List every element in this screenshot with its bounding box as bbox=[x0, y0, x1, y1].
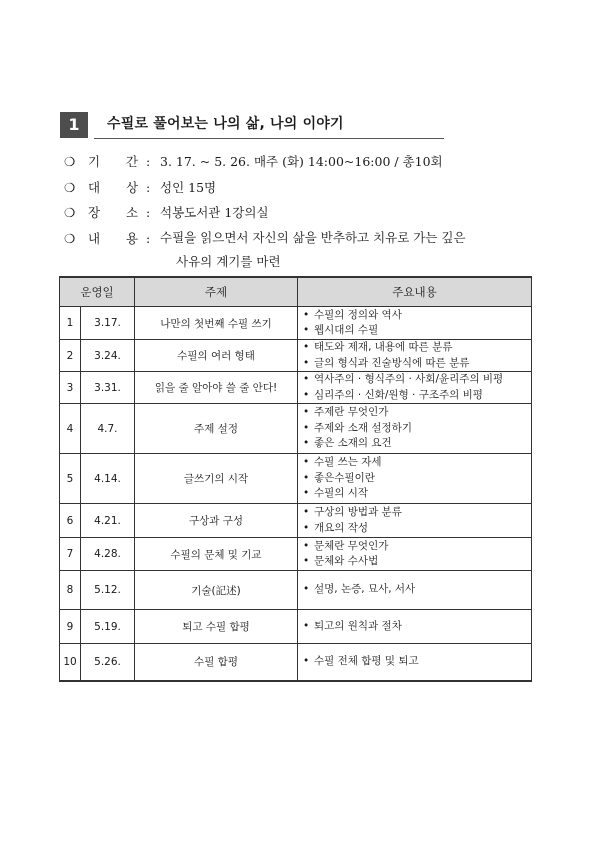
table-body bbox=[60, 307, 532, 681]
title-underline bbox=[94, 138, 444, 139]
schedule-table bbox=[59, 276, 532, 682]
list-item: • 구상의 방법과 분류 bbox=[302, 505, 531, 521]
row-topic: 글쓰기의 시작 bbox=[135, 454, 298, 504]
row-number: 9 bbox=[60, 610, 81, 644]
list-item: • 수필 쓰는 자세 bbox=[302, 455, 531, 471]
list-item: • 주제란 무엇인가 bbox=[302, 405, 531, 421]
list-item: • 수필 전체 합평 및 퇴고 bbox=[302, 654, 531, 670]
list-item: • 수필의 시작 bbox=[302, 486, 531, 502]
row-topic: 나만의 첫번째 수필 쓰기 bbox=[135, 307, 298, 340]
row-number: 10 bbox=[60, 644, 81, 681]
list-item: • 문체와 수사법 bbox=[302, 554, 531, 570]
row-number: 4 bbox=[60, 404, 81, 454]
row-content bbox=[298, 610, 532, 644]
section-title: 수필로 풀어보는 나의 삶, 나의 이야기 bbox=[107, 116, 344, 132]
info-label-char2: 간 bbox=[126, 154, 139, 169]
row-date: 5.26. bbox=[81, 644, 135, 681]
circle-bullet-icon: ❍ bbox=[64, 154, 76, 169]
list-item: • 설명, 논증, 묘사, 서사 bbox=[302, 582, 531, 598]
info-value bbox=[160, 226, 540, 274]
list-item: • 역사주의 · 형식주의 · 사회/윤리주의 비평 bbox=[302, 372, 531, 388]
info-row-target bbox=[64, 175, 544, 201]
list-item: • 주제와 소재 설정하기 bbox=[302, 421, 531, 437]
info-row-content bbox=[64, 226, 544, 274]
colon: : bbox=[146, 179, 151, 195]
row-topic: 주제 설정 bbox=[135, 404, 298, 454]
colon: : bbox=[146, 154, 151, 169]
section-number-badge: 1 bbox=[60, 112, 88, 138]
content-list bbox=[302, 582, 531, 598]
row-date: 4.7. bbox=[81, 404, 135, 454]
row-date: 4.21. bbox=[81, 504, 135, 538]
row-date: 5.12. bbox=[81, 571, 135, 610]
row-content bbox=[298, 340, 532, 372]
row-date: 4.28. bbox=[81, 538, 135, 571]
table-header-row bbox=[60, 277, 532, 307]
row-number: 8 bbox=[60, 571, 81, 610]
row-topic: 퇴고 수필 합평 bbox=[135, 610, 298, 644]
table-row bbox=[60, 454, 532, 504]
info-label-char1: 기 bbox=[88, 154, 101, 169]
row-content bbox=[298, 644, 532, 681]
content-list bbox=[302, 405, 531, 452]
row-content bbox=[298, 571, 532, 610]
info-label-char1: 내 bbox=[88, 230, 101, 246]
row-topic: 수필 합평 bbox=[135, 644, 298, 681]
row-topic: 구상과 구성 bbox=[135, 504, 298, 538]
list-item: • 태도와 제재, 내용에 따른 분류 bbox=[302, 340, 531, 356]
header-topic: 주제 bbox=[135, 277, 298, 307]
row-number: 5 bbox=[60, 454, 81, 504]
info-value: 성인 15명 bbox=[160, 179, 217, 195]
content-list bbox=[302, 340, 531, 371]
info-label-char1: 대 bbox=[88, 179, 101, 195]
info-value: 3. 17. ~ 5. 26. 매주 (화) 14:00~16:00 / 총10회 bbox=[160, 154, 443, 169]
info-row-location bbox=[64, 200, 544, 226]
table-row bbox=[60, 504, 532, 538]
table-row bbox=[60, 644, 532, 681]
colon: : bbox=[146, 230, 151, 246]
table-row bbox=[60, 404, 532, 454]
content-list bbox=[302, 372, 531, 403]
row-content bbox=[298, 404, 532, 454]
info-value-line1: 수필을 읽으면서 자신의 삶을 반추하고 치유로 가는 깊은 bbox=[160, 229, 466, 245]
row-date: 5.19. bbox=[81, 610, 135, 644]
content-list bbox=[302, 505, 531, 536]
row-number: 6 bbox=[60, 504, 81, 538]
circle-bullet-icon: ❍ bbox=[64, 205, 76, 220]
list-item: • 심리주의 · 신화/원형 · 구조주의 비평 bbox=[302, 388, 531, 404]
row-topic: 수필의 여러 형태 bbox=[135, 340, 298, 372]
row-date: 3.24. bbox=[81, 340, 135, 372]
table-row bbox=[60, 307, 532, 340]
row-topic: 기술(記述) bbox=[135, 571, 298, 610]
row-content bbox=[298, 538, 532, 571]
program-info bbox=[64, 149, 544, 274]
info-label-char1: 장 bbox=[88, 205, 101, 220]
table-row bbox=[60, 610, 532, 644]
list-item: • 수필의 정의와 역사 bbox=[302, 308, 531, 324]
row-number: 2 bbox=[60, 340, 81, 372]
row-date: 3.31. bbox=[81, 372, 135, 404]
row-content bbox=[298, 372, 532, 404]
info-row-period bbox=[64, 149, 544, 175]
table-row bbox=[60, 372, 532, 404]
row-topic: 읽을 줄 알아야 쓸 줄 안다! bbox=[135, 372, 298, 404]
content-list bbox=[302, 539, 531, 570]
row-date: 4.14. bbox=[81, 454, 135, 504]
content-list bbox=[302, 308, 531, 339]
section-header bbox=[60, 112, 390, 142]
row-number: 7 bbox=[60, 538, 81, 571]
list-item: • 좋은수필이란 bbox=[302, 471, 531, 487]
content-list bbox=[302, 619, 531, 635]
table-row bbox=[60, 340, 532, 372]
content-list bbox=[302, 455, 531, 502]
header-content: 주요내용 bbox=[298, 277, 532, 307]
row-content bbox=[298, 504, 532, 538]
row-number: 3 bbox=[60, 372, 81, 404]
table-row bbox=[60, 538, 532, 571]
circle-bullet-icon: ❍ bbox=[64, 179, 76, 195]
colon: : bbox=[146, 205, 151, 220]
list-item: • 퇴고의 원칙과 절차 bbox=[302, 619, 531, 635]
circle-bullet-icon: ❍ bbox=[64, 230, 76, 246]
info-label-char2: 용 bbox=[126, 230, 139, 246]
list-item: • 개요의 작성 bbox=[302, 521, 531, 537]
row-date: 3.17. bbox=[81, 307, 135, 340]
list-item: • 좋은 소재의 요건 bbox=[302, 436, 531, 452]
info-value-line2: 사유의 계기를 마련 bbox=[176, 253, 281, 269]
table-row bbox=[60, 571, 532, 610]
row-content bbox=[298, 454, 532, 504]
info-label-char2: 소 bbox=[126, 205, 139, 220]
row-content bbox=[298, 307, 532, 340]
list-item: • 글의 형식과 진술방식에 따른 분류 bbox=[302, 356, 531, 372]
content-list bbox=[302, 654, 531, 670]
header-date: 운영일 bbox=[60, 277, 135, 307]
list-item: • 문체란 무엇인가 bbox=[302, 539, 531, 555]
row-number: 1 bbox=[60, 307, 81, 340]
list-item: • 웹시대의 수필 bbox=[302, 323, 531, 339]
row-topic: 수필의 문체 및 기교 bbox=[135, 538, 298, 571]
info-label-char2: 상 bbox=[126, 179, 139, 195]
info-value: 석봉도서관 1강의실 bbox=[160, 205, 269, 220]
